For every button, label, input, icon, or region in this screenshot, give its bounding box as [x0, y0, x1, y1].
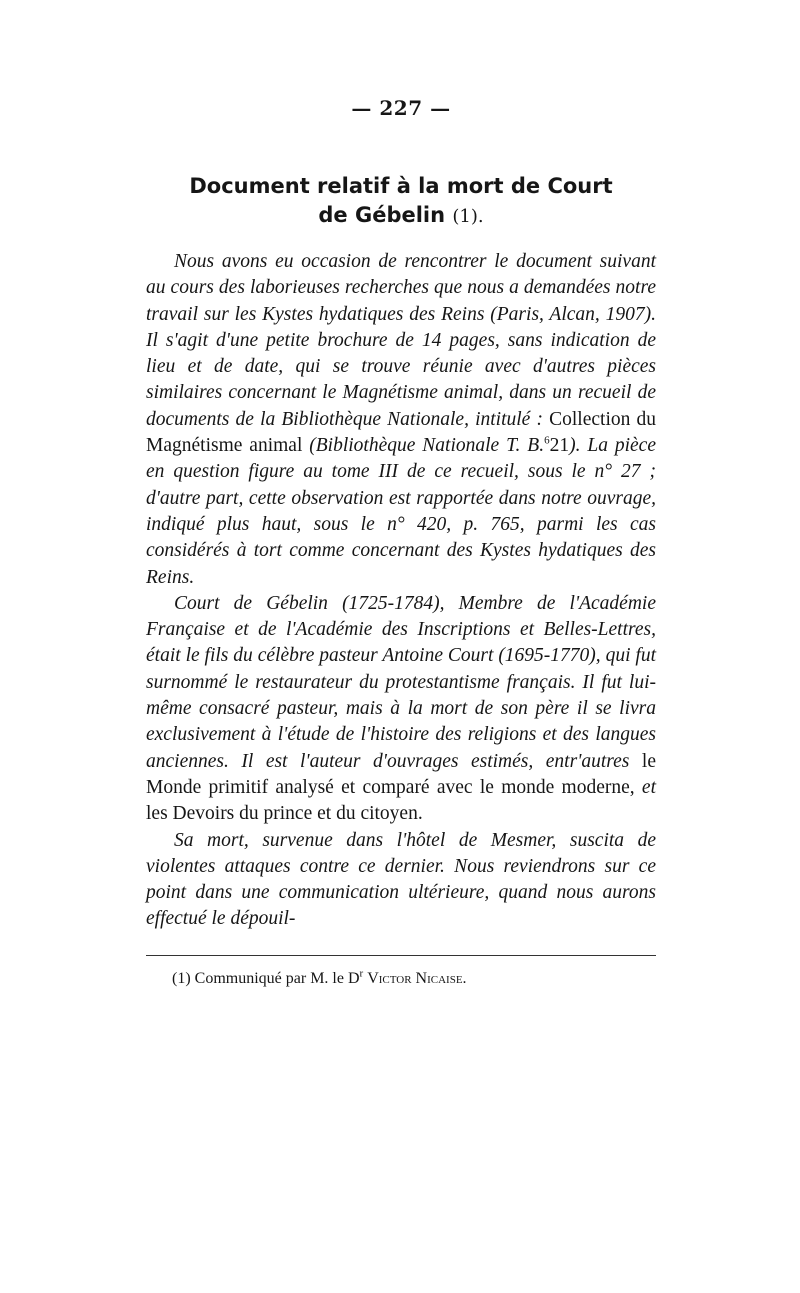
book-page: [146, 96, 656, 988]
text-run: 6: [544, 434, 550, 447]
paragraph: [146, 249, 656, 591]
text-run: et: [641, 776, 656, 798]
paragraph: [146, 591, 656, 828]
paragraph: [146, 828, 656, 933]
footnote-reference: (1).: [452, 206, 484, 227]
text-run: les Devoirs du prince et du citoyen.: [146, 803, 423, 825]
text-run: ). La pièce en question figure au tome III de ce recueil, sous le n° 27 ; d'autre part, cette observation est rapportée dans notre ouvrage, indiqué plus haut, sous le n° 420, p. 765, parmi les cas considérés à tort comme concernant des Kystes hydatiques des Reins.: [146, 435, 656, 588]
text-run: Nous avons eu occasion de rencontrer le document suivant au cours des laborieuses recherches que nous a demandées notre travail sur les Kystes hydatiques des Reins (Paris, Alcan, 1907). Il s'agit d'une petite brochure de 14 pages, sans indication de lieu et de date, qui se trouve réunie avec d'autres pièces similaires concernant le Magnétisme animal, dans un recueil de documents de la Bibliothèque Nationale, intitulé :: [146, 251, 656, 430]
text-run: Court de Gébelin (1725-1784), Membre de l'Académie Française et de l'Académie des Inscriptions et Belles-Lettres, était le fils du célèbre pasteur Antoine Court (1695-1770), qui fut surnommé le restaurateur du protestantisme français. Il fut lui-même consacré pasteur, mais à la mort de son père il se livra exclusivement à l'étude de l'histoire des religions et des langues anciennes. Il est l'auteur d'ouvrages estimés, entr'autres: [146, 592, 656, 772]
text-run: Sa mort, survenue dans l'hôtel de Mesmer, suscita de violentes attaques contre ce dernier. Nous reviendrons sur ce point dans une communication ultérieure, quand nous aurons effectué le dépouil-: [146, 829, 656, 930]
footnote: [172, 967, 656, 988]
page-number: — 227 —: [351, 96, 451, 120]
footnote-author: Victor Nicaise.: [367, 969, 467, 987]
footnote-marker: (1): [172, 969, 191, 987]
footnote-sup: r: [359, 967, 364, 980]
text-run: Collection du Magnétisme animal: [146, 408, 657, 457]
text-run: le Monde primitif analysé et comparé avec le monde moderne,: [146, 750, 656, 798]
title-line-2: de Gébelin: [318, 203, 446, 227]
footnote-text: Communiqué par M. le D: [194, 969, 360, 987]
footnote-divider: [146, 955, 656, 956]
page-title: [146, 172, 656, 231]
text-run: (Bibliothèque Nationale T. B.: [302, 435, 545, 457]
text-run: 21: [549, 435, 570, 457]
title-line-1: Document relatif à la mort de Court: [189, 174, 613, 198]
body-text: [146, 249, 656, 933]
